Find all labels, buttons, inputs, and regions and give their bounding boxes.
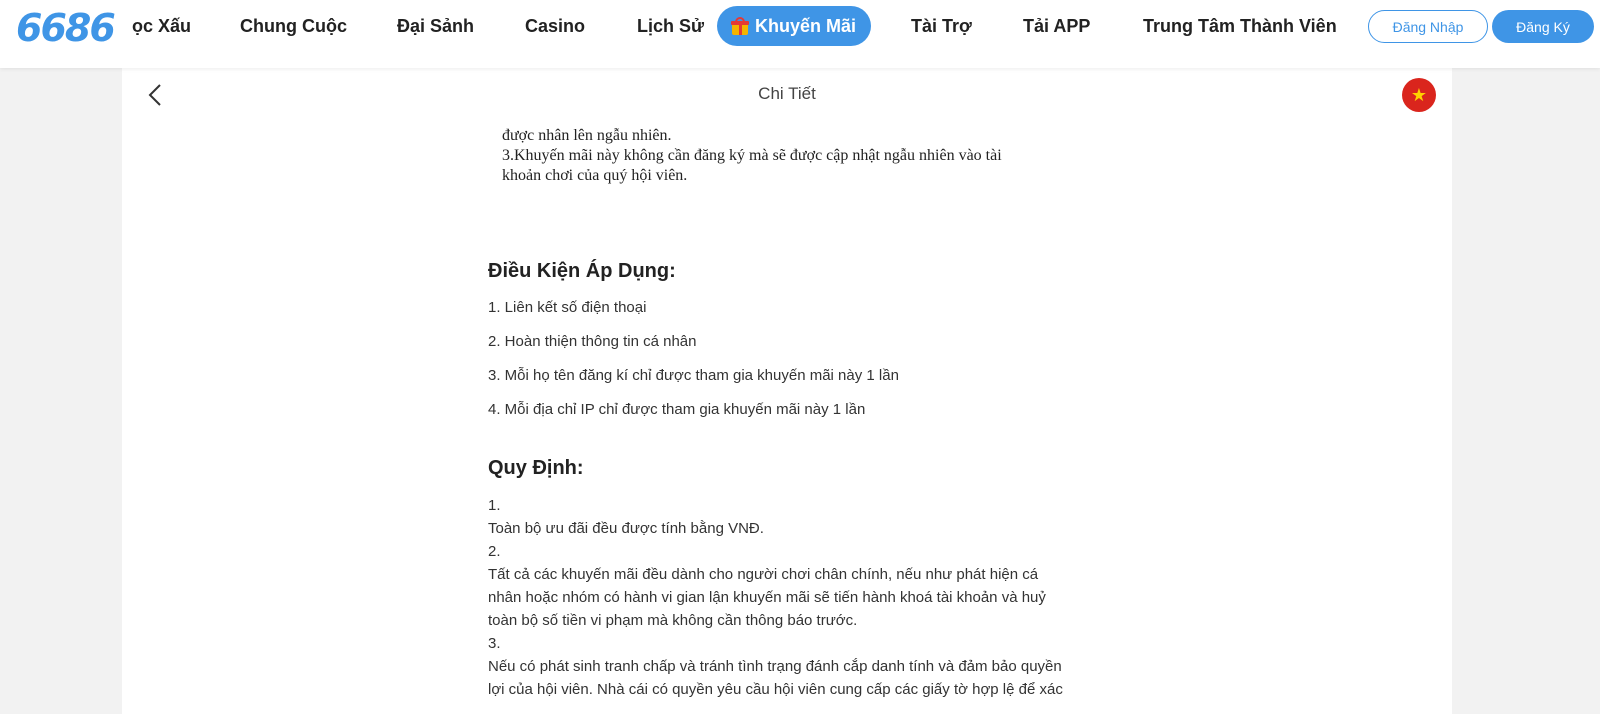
promotion-intro	[488, 126, 1088, 186]
intro-line-2: 3.Khuyến mãi này không cần đăng ký mà sẽ được cập nhật ngẫu nhiên vào tài	[502, 147, 1002, 164]
rule-text: nhân hoặc nhóm có hành vi gian lận khuyến mãi sẽ tiến hành khoá tài khoản và huỷ	[488, 589, 1046, 606]
nav-item-chung-cuoc[interactable]: Chung Cuộc	[240, 15, 347, 36]
rule-text: Nếu có phát sinh tranh chấp và tránh tình trạng đánh cắp danh tính và đảm bảo quyền	[488, 658, 1062, 675]
rule-text: Toàn bộ ưu đãi đều được tính bằng VNĐ.	[488, 520, 764, 537]
main-nav	[132, 0, 1343, 52]
vietnam-flag-icon[interactable]: ★	[1402, 78, 1436, 112]
rules-list	[488, 494, 1088, 701]
detail-header	[122, 68, 1452, 123]
nav-item-xau[interactable]: ọc Xấu	[132, 15, 192, 36]
rules-heading: Quy Định:	[488, 457, 584, 479]
condition-item: 1. Liên kết số điện thoại	[488, 299, 647, 316]
top-navbar	[0, 0, 1600, 68]
condition-item: 4. Mỗi địa chỉ IP chỉ được tham gia khuyến mãi này 1 lần	[488, 401, 866, 418]
rule-text: Tất cả các khuyến mãi đều dành cho người chơi chân chính, nếu như phát hiện cá	[488, 566, 1039, 583]
promotion-detail-panel	[122, 68, 1452, 714]
rule-text: lợi của hội viên. Nhà cái có quyền yêu cầu hội viên cung cấp các giấy tờ hợp lệ để xác	[488, 681, 1063, 698]
site-logo[interactable]: 6686	[16, 6, 114, 50]
nav-item-trung-tam-thanh-vien[interactable]: Trung Tâm Thành Viên	[1143, 15, 1337, 36]
rule-number: 2.	[488, 543, 501, 560]
rule-number: 3.	[488, 635, 501, 652]
rule-number: 1.	[488, 497, 501, 514]
login-button[interactable]: Đăng Nhập	[1368, 10, 1488, 43]
nav-item-khuyen-mai-label: Khuyến Mãi	[755, 15, 857, 36]
conditions-list	[488, 291, 1088, 427]
nav-item-tai-tro[interactable]: Tài Trợ	[911, 15, 972, 36]
rule-text: toàn bộ số tiền vi phạm mà không cần thông báo trước.	[488, 612, 858, 629]
intro-line-1: được nhân lên ngẫu nhiên.	[502, 127, 672, 144]
page-title: Chi Tiết	[758, 84, 816, 103]
nav-item-lich-su[interactable]: Lịch Sử	[637, 15, 705, 36]
gift-icon	[731, 17, 749, 35]
detail-content	[488, 118, 1088, 701]
nav-item-casino[interactable]: Casino	[525, 15, 586, 36]
intro-line-3: khoản chơi của quý hội viên.	[502, 167, 688, 184]
nav-item-dai-sanh[interactable]: Đại Sảnh	[397, 15, 475, 36]
condition-item: 3. Mỗi họ tên đăng kí chỉ được tham gia khuyến mãi này 1 lần	[488, 367, 899, 384]
nav-item-khuyen-mai[interactable]	[717, 6, 871, 46]
register-button[interactable]: Đăng Ký	[1492, 10, 1594, 43]
nav-item-tai-app[interactable]: Tải APP	[1023, 15, 1091, 36]
condition-item: 2. Hoàn thiện thông tin cá nhân	[488, 333, 697, 350]
conditions-heading: Điều Kiện Áp Dụng:	[488, 260, 676, 282]
